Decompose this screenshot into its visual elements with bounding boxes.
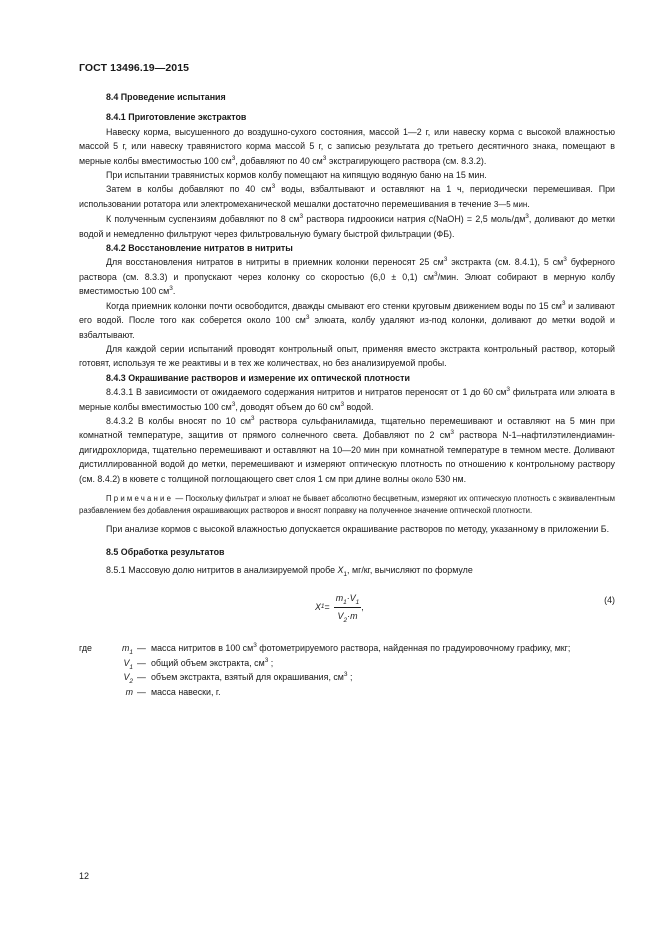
equation-number: (4) [604, 595, 615, 606]
document-body [79, 90, 615, 699]
paragraph-5: Для восстановления нитратов в нитриты в приемник колонки переносят 25 $см^3$ экстракта (см. 8.4.1), 5 $см^3$ буферного раствора (см. 8.3.3) и пропускают через колонку со скоростью (6,0 ± 0,1) $см^3$/мин. Элюат собирают в мерную колбу вместимостью 100 $см^3$. [79, 256, 615, 297]
page-number: 12 [79, 871, 90, 881]
paragraph-6: Когда приемник колонки почти освободится, дважды смывают его стенки круговым движением воды по 15 $см^3$ и заливают его водой. После того как соберется около 100 $см^3$ элюата, колбу удаляют из-под колонки, доливают до метки водой и взбалтывают. [79, 299, 616, 340]
document-header: ГОСТ 13496.19—2015 [79, 62, 190, 74]
note: Примечание — Поскольку фильтрат и элюат не бывает абсолютно бесцветным, измеряют их оптическую плотность с эквивалентным разбавлением без добавления окрашивающих растворов и вносят поправку на полученное значение оптической плотности. [79, 493, 615, 515]
section-8-4-2-title: 8.4.2 Восстановление нитратов в нитриты [106, 243, 293, 254]
definition-v1: $V_1$ — общий объем экстракта, $см^3$ ; [123, 656, 274, 671]
definition-m1: где $m_1$ — масса нитритов в 100 $см^3$ фотометрируемого раствора, найденная по градуировочному графику, мкг; [79, 642, 571, 657]
paragraph-2: При испытании травянистых кормов колбу помещают на кипящую водяную баню на 15 мин. [106, 170, 487, 181]
paragraph-7: Для каждой серии испытаний проводят контрольный опыт, применяя вместо экстракта контрольный раствор, который готовят, используя те же реактивы и в тех же количествах, но без анализируемой пробы. [79, 343, 615, 369]
paragraph-10: При анализе кормов с высокой влажностью допускается окрашивание растворов по методу, указанному в приложении Б. [106, 524, 610, 535]
definition-v2: $V_2$ — объем экстракта, взятый для окрашивания, $см^3$ ; [123, 671, 353, 685]
variable-definitions [79, 641, 615, 699]
formula-numerator: $m_1\cdot V_1$ [335, 593, 360, 607]
formula-fraction [334, 591, 362, 623]
paragraph-8: 8.4.3.1 В зависимости от ожидаемого содержания нитритов и нитратов переносят от 1 до 60 $см^3$ фильтрата или элюата в мерные колбы вместимостью 100 $см^3$, доводят объем до 60 $см^3$ водой. [79, 386, 615, 412]
paragraph-9: 8.4.3.2 В колбы вносят по 10 $см^3$ раствора сульфаниламида, тщательно перемешивают и оставляют на 5 мин при комнатной температуре, защитив от прямого солнечного света. Добавляют по 2 $см^3$ раствора N-1–нафтилэтилендиамин-дигидрохлорида, тщательно перемешивают и оставляют на 10—20 мин при комнатной температуре в темном месте. Доливают дистиллированной водой до метки, перемешивают и измеряют оптическую плотность по отношению к контрольному раствору (см. 8.4.2) в кювете с толщиной поглощающего свет слоя 1 см при длине волны около 530 нм. [79, 414, 616, 484]
section-8-5-title: 8.5 Обработка результатов [106, 546, 225, 557]
section-8-4-1-title: 8.4.1 Приготовление экстрактов [106, 112, 247, 123]
section-8-4-3-title: 8.4.3 Окрашивание растворов и измерение их оптической плотности [106, 372, 410, 383]
paragraph-1: Навеску корма, высушенного до воздушно-сухого состояния, массой 1—2 г, или навеску корма с высокой влажностью массой 5 г, или навеску травянистого корма массой 5 г, с записью результата до третьего десятичного знака, помещают в мерные колбы вместимостью 100 $см^3$, добавляют по 40 $см^3$ экстрагирующего раствора (см. 8.3.2). [79, 126, 615, 166]
formula-4 [79, 583, 615, 641]
paragraph-4: К полученным суспензиям добавляют по 8 $см^3$ раствора гидроокиси натрия c(NaOH) = 2,5 моль/$дм^3$, доливают до метки водой и немедленно фильтруют через фильтровальную бумагу быстрой фильтрации (ФБ). [79, 213, 615, 239]
paragraph-11: 8.5.1 Массовую долю нитритов в анализируемой пробе $X_1$, мг/кг, вычисляют по формуле [106, 564, 473, 578]
section-8-4-title: 8.4 Проведение испытания [106, 92, 226, 102]
paragraph-3: Затем в колбы добавляют по 40 $см^3$ воды, взбалтывают и оставляют на 1 ч, периодически перемешивая. При использовании ротатора или электромеханической мешалки достаточно перемешивания в течение 3—5 мин. [79, 183, 615, 209]
formula-expression: X 1 = $\frac{m_1\cdot V_1}{V_2\cdot m}$ , [315, 593, 364, 624]
definition-m: m — масса навески, г. [125, 686, 221, 697]
formula-denominator: $V_2\cdot m$ [337, 610, 358, 624]
